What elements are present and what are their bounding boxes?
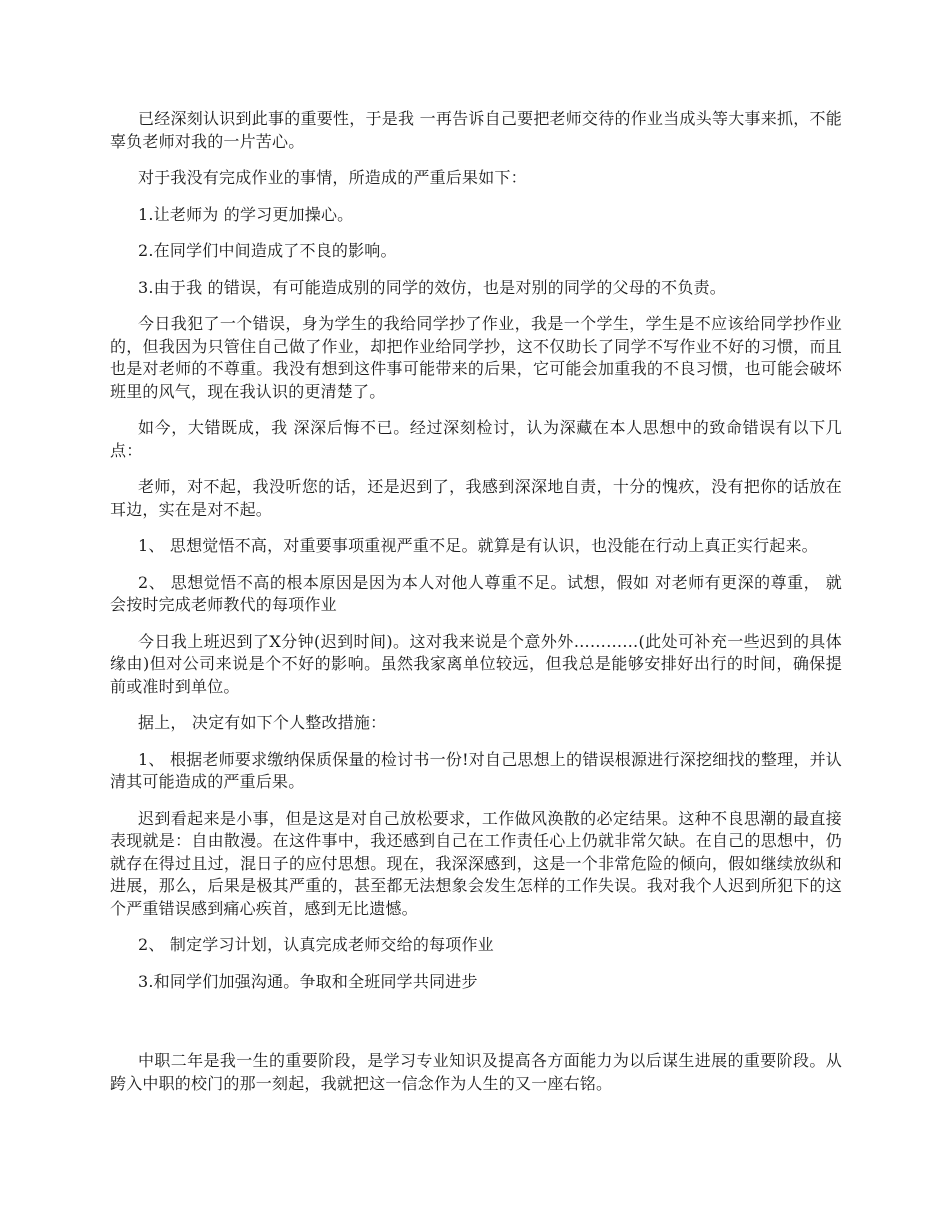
list-item: 3.由于我 的错误，有可能造成别的同学的效仿，也是对别的同学的父母的不负责。 bbox=[138, 277, 726, 297]
document-body bbox=[110, 108, 842, 1109]
paragraph: 今日我犯了一个错误，身为学生的我给同学抄了作业，我是一个学生，学生是不应该给同学抄作业的，但我因为只管住自己做了作业，却把作业给同学抄，这不仅助长了同学不写作业不好的习惯，而且也是对老师的不尊重。我没有想到这件事可能带来的后果，它可能会加重我的不良习惯，也可能会破坏班里的风气，现在我认识的更清楚了。 bbox=[110, 314, 842, 401]
paragraph: 今日我上班迟到了X分钟(迟到时间)。这对我来说是个意外外…………(此处可补充一些迟到的具体缘由)但对公司来说是个不好的影响。虽然我家离单位较远，但我总是能够安排好出行的时间，确保提前或准时到单位。 bbox=[110, 631, 842, 696]
list-item: 2、 制定学习计划，认真完成老师交给的每项作业 bbox=[138, 935, 494, 954]
paragraph: 老师，对不起，我没听您的话，还是迟到了，我感到深深地自责，十分的愧疚，没有把你的话放在耳边，实在是对不起。 bbox=[110, 477, 842, 519]
list-item: 3.和同学们加强沟通。争取和全班同学共同进步 bbox=[138, 971, 478, 991]
paragraph: 对于我没有完成作业的事情，所造成的严重后果如下： bbox=[138, 168, 527, 187]
paragraph-spacer bbox=[110, 1007, 842, 1050]
list-item: 1.让老师为 的学习更加操心。 bbox=[138, 204, 354, 224]
list-item: 1、 根据老师要求缴纳保质保量的检讨书一份!对自己思想上的错误根源进行深挖细找的整理，并认清其可能造成的严重后果。 bbox=[110, 749, 842, 791]
list-item: 2、 思想觉悟不高的根本原因是因为本人对他人尊重不足。试想，假如 对老师有更深的尊重， 就会按时完成老师教代的每项作业 bbox=[110, 572, 842, 614]
paragraph: 已经深刻认识到此事的重要性，于是我 一再告诉自己要把老师交待的作业当成头等大事来抓，不能辜负老师对我的一片苦心。 bbox=[110, 109, 842, 151]
list-item: 2.在同学们中间造成了不良的影响。 bbox=[138, 241, 397, 260]
paragraph: 迟到看起来是小事，但是这是对自己放松要求，工作做风涣散的必定结果。这种不良思潮的最直接表现就是：自由散漫。在这件事中，我还感到自己在工作责任心上仍就非常欠缺。在自己的思想中，仍就存在得过且过，混日子的应付思想。现在，我深深感到，这是一个非常危险的倾向，假如继续放纵和进展，那么，后果是极其严重的，甚至都无法想象会发生怎样的工作失误。我对我个人迟到所犯下的这个严重错误感到痛心疾首，感到无比遗憾。 bbox=[110, 808, 842, 918]
paragraph: 据上， 决定有如下个人整改措施： bbox=[138, 713, 387, 732]
paragraph: 中职二年是我一生的重要阶段，是学习专业知识及提高各方面能力为以后谋生进展的重要阶段。从跨入中职的校门的那一刻起，我就把这一信念作为人生的又一座右铭。 bbox=[110, 1051, 842, 1093]
list-item: 1、 思想觉悟不高，对重要事项重视严重不足。就算是有认识，也没能在行动上真正实行起来。 bbox=[138, 536, 818, 555]
paragraph: 如今，大错既成，我 深深后悔不已。经过深刻检讨，认为深藏在本人思想中的致命错误有以下几点： bbox=[110, 418, 842, 460]
